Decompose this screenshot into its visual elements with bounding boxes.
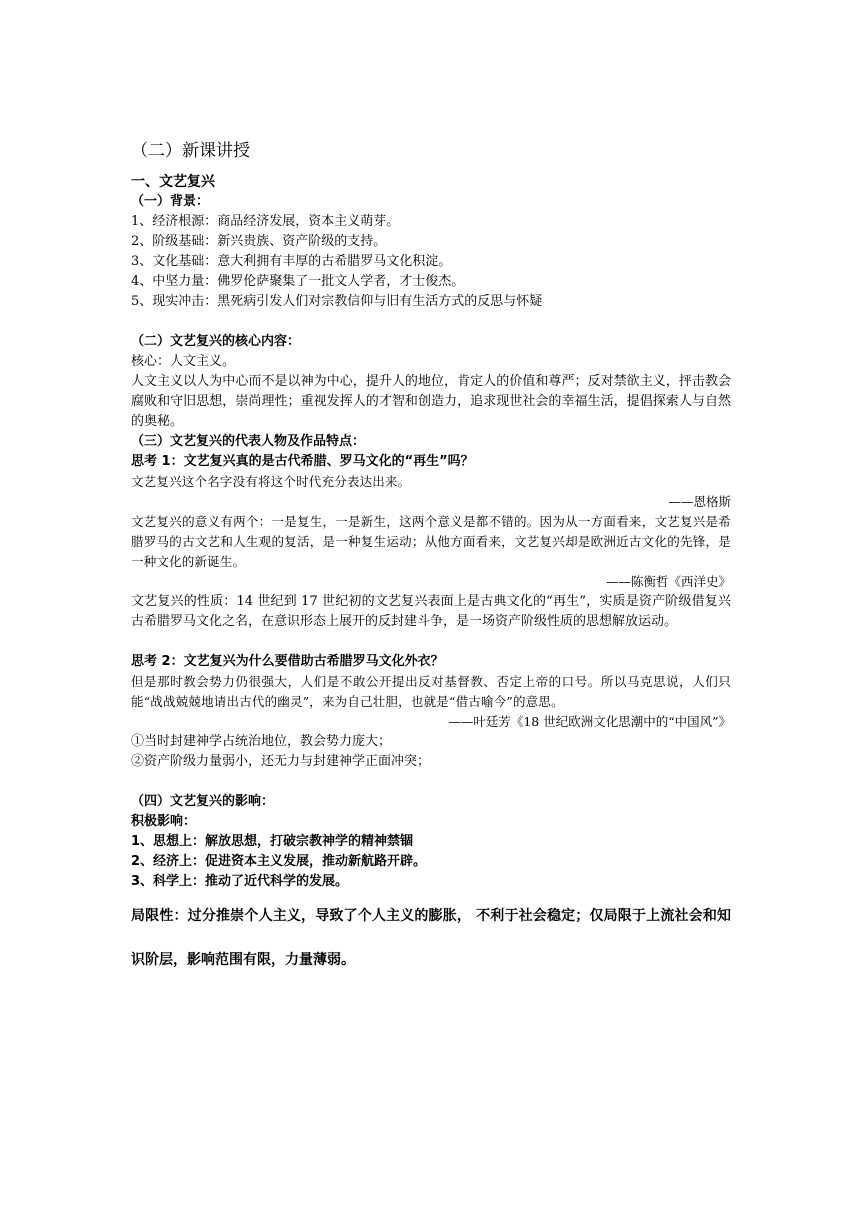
background-item: 5、现实冲击：黑死病引发人们对宗教信仰与旧有生活方式的反思与怀疑 <box>131 294 543 309</box>
core-paragraph: 人文主义以人为中心而不是以神为中心，提升人的地位，肯定人的价值和尊严；反对禁欲主义，抨击教会腐败和守旧思想，崇尚理性；重视发挥人的才智和创造力，追求现世社会的幸福生活，提倡探索人与自然的奥秘。 <box>131 374 731 429</box>
background-item: 4、中坚力量：佛罗伦萨聚集了一批文人学者，才士俊杰。 <box>131 274 465 289</box>
think1-quote-engels: 文艺复兴这个名字没有将这个时代充分表达出来。 <box>131 474 411 489</box>
background-title: （一）背景： <box>131 194 210 209</box>
think2-reason: ②资产阶级力量弱小，还无力与封建神学正面冲突； <box>131 754 431 769</box>
background-item: 2、阶级基础：新兴贵族、资产阶级的支持。 <box>131 234 387 249</box>
heading-renaissance: 一、文艺复兴 <box>131 174 215 190</box>
impact-limitation: 局限性：过分推崇个人主义，导致了个人主义的膨胀， 不利于社会稳定；仅局限于上流社会和知识阶层，影响范围有限，力量薄弱。 <box>131 908 731 968</box>
think1-nature: 文艺复兴的性质：14 世纪到 17 世纪初的文艺复兴表面上是古典文化的“再生”，实质是资产阶级借复兴古希腊罗马文化之名，在意识形态上展开的反封建斗争，是一场资产阶级性质的思想解放运动。 <box>131 594 731 629</box>
section-title: （二）新课讲授 <box>131 141 250 161</box>
think1-source-chen: ——陈衡哲《西洋史》 <box>605 574 731 589</box>
document-body <box>131 140 731 982</box>
think1-quote-chen: 文艺复兴的意义有两个：一是复生，一是新生，这两个意义是都不错的。因为从一方面看来，文艺复兴是希腊罗马的古文艺和人生观的复活，是一种复生运动；从他方面看来，文艺复兴却是欧洲近古文化的先锋，是一种文化的新诞生。 <box>131 514 731 569</box>
think2-reason: ①当时封建神学占统治地位，教会势力庞大； <box>131 734 392 749</box>
impact-positive-title: 积极影响： <box>131 814 197 829</box>
think2-source: ——叶廷芳《18 世纪欧洲文化思潮中的“中国风”》 <box>448 714 731 729</box>
core-title: （二）文艺复兴的核心内容： <box>131 334 301 349</box>
impact-title: （四）文艺复兴的影响： <box>131 794 275 809</box>
impact-positive-item: 2、经济上：促进资本主义发展，推动新航路开辟。 <box>131 854 427 869</box>
impact-positive-item: 3、科学上：推动了近代科学的发展。 <box>131 874 349 889</box>
think2-question: 思考 2：文艺复兴为什么要借助古希腊罗马文化外衣？ <box>131 654 444 669</box>
background-item: 1、经济根源：商品经济发展，资本主义萌芽。 <box>131 214 400 229</box>
background-item: 3、文化基础：意大利拥有丰厚的古希腊罗马文化积淀。 <box>131 254 452 269</box>
impact-positive-item: 1、思想上：解放思想，打破宗教神学的精神禁锢 <box>131 834 414 849</box>
think1-question: 思考 1：文艺复兴真的是古代希腊、罗马文化的“再生”吗？ <box>131 454 474 469</box>
figures-title: （三）文艺复兴的代表人物及作品特点： <box>131 434 366 449</box>
think2-quote: 但是那时教会势力仍很强大，人们是不敢公开提出反对基督教、否定上帝的口号。所以马克思说，人们只能“战战兢兢地请出古代的幽灵”，来为自己壮胆，也就是“借古喻今”的意思。 <box>131 674 731 709</box>
core-summary: 核心：人文主义。 <box>131 354 236 369</box>
think1-source-engels: ——恩格斯 <box>668 494 731 509</box>
